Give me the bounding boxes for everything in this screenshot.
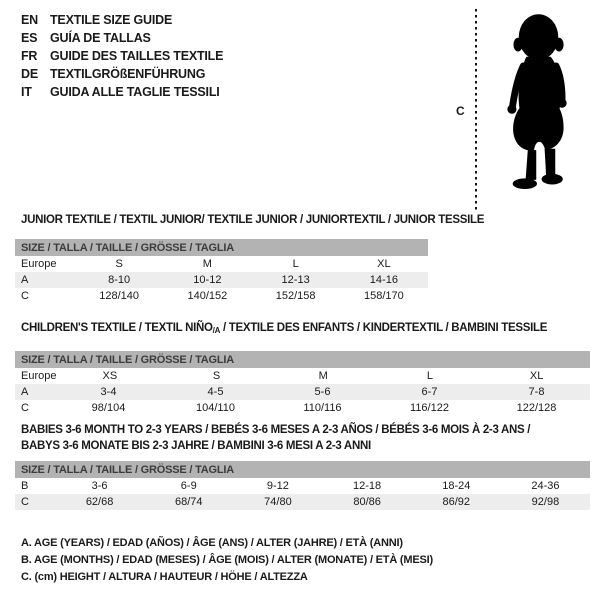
table-cell: 152/158 xyxy=(275,290,316,302)
table-cell: L xyxy=(426,370,433,382)
table-cell: 6-9 xyxy=(180,480,197,492)
table-cell: S xyxy=(115,258,123,270)
table-cell: 4-5 xyxy=(207,386,224,398)
table-cell: 128/140 xyxy=(99,290,139,302)
babies-section-title-line2: BABYS 3-6 MONATE BIS 2-3 JAHRE / BAMBINI 3-6 MESI A 2-3 ANNI xyxy=(21,440,371,452)
legend-height-cm: C. (cm) HEIGHT / ALTURA / HAUTEUR / HÖHE / ALTEZZA xyxy=(21,571,308,583)
children-size-table xyxy=(15,351,590,416)
table-cell: 80/86 xyxy=(353,496,381,508)
row-label: Europe xyxy=(21,258,57,270)
language-code: ES xyxy=(21,31,38,45)
language-row-de xyxy=(21,65,223,83)
children-title-pre: CHILDREN'S TEXTILE / TEXTIL NIÑO xyxy=(21,322,213,334)
table-cell: 98/104 xyxy=(91,402,126,414)
children-title-post: / TEXTILE DES ENFANTS / KINDERTEXTIL / BAMBINI TESSILE xyxy=(220,322,548,334)
table-cell: 116/122 xyxy=(410,402,449,414)
table-cell: M xyxy=(202,258,212,270)
table-cell: XS xyxy=(102,370,118,382)
babies-section-title-line1: BABIES 3-6 MONTH TO 2-3 YEARS / BEBÉS 3-6 MESES A 2-3 AÑOS / BÉBÉS 3-6 MOIS À 2-3 ANS / xyxy=(21,424,531,436)
table-cell: 10-12 xyxy=(193,274,222,286)
table-row xyxy=(15,384,590,400)
language-row-en xyxy=(21,11,223,29)
table-cell: 86/92 xyxy=(442,496,471,508)
table-cell: 7-8 xyxy=(528,386,545,398)
table-cell: 74/80 xyxy=(264,496,292,508)
children-table-rows xyxy=(15,368,590,416)
language-code: FR xyxy=(21,49,38,63)
language-title: TEXTILE SIZE GUIDE xyxy=(50,13,173,27)
table-cell: 14-16 xyxy=(369,274,398,286)
table-cell: L xyxy=(292,258,299,270)
table-cell: 8-10 xyxy=(108,274,131,286)
language-code: EN xyxy=(21,13,38,27)
table-cell: 140/152 xyxy=(187,290,228,302)
row-label: Europe xyxy=(21,370,57,382)
row-label: A xyxy=(21,386,29,398)
junior-size-table xyxy=(15,239,428,304)
language-list xyxy=(21,11,223,101)
language-title: GUÍA DE TALLAS xyxy=(50,31,151,45)
language-code: DE xyxy=(21,67,38,81)
table-row xyxy=(15,478,590,494)
table-cell: 122/128 xyxy=(516,402,557,414)
table-cell: 6-7 xyxy=(421,386,438,398)
table-row xyxy=(15,368,590,384)
table-cell: 9-12 xyxy=(266,480,289,492)
table-cell: 12-13 xyxy=(281,274,310,286)
language-row-fr xyxy=(21,47,223,65)
language-title: GUIDE DES TAILLES TEXTILE xyxy=(50,49,224,63)
language-row-es xyxy=(21,29,223,47)
children-title-subscript: /A xyxy=(212,326,221,335)
table-cell: 104/110 xyxy=(196,402,235,414)
babies-table-rows xyxy=(15,478,590,510)
row-label: C xyxy=(21,496,29,508)
language-title: GUIDA ALLE TAGLIE TESSILI xyxy=(50,85,220,99)
table-cell: S xyxy=(212,370,221,382)
table-cell: 3-4 xyxy=(100,386,117,398)
height-dotted-line xyxy=(475,9,477,212)
table-cell: 5-6 xyxy=(314,386,331,398)
table-cell: XL xyxy=(377,258,391,270)
table-cell: 3-6 xyxy=(91,480,108,492)
table-row xyxy=(15,494,590,510)
language-row-it xyxy=(21,83,223,101)
table-cell: 18-24 xyxy=(442,480,471,492)
legend-age-months: B. AGE (MONTHS) / EDAD (MESES) / ÂGE (MOIS) / ALTER (MONATE) / ETÀ (MESI) xyxy=(21,554,433,566)
table-cell: 158/170 xyxy=(363,290,404,302)
size-header-band: SIZE / TALLA / TAILLE / GRÖSSE / TAGLIA xyxy=(15,239,428,256)
language-title: TEXTILGRÖßENFÜHRUNG xyxy=(50,67,206,81)
row-label: B xyxy=(21,480,29,492)
language-code: IT xyxy=(21,85,32,99)
size-header-band: SIZE / TALLA / TAILLE / GRÖSSE / TAGLIA xyxy=(15,461,590,478)
table-cell: 92/98 xyxy=(531,496,560,508)
junior-table-rows xyxy=(15,256,428,304)
row-label: C xyxy=(21,290,29,302)
legend-age-years: A. AGE (YEARS) / EDAD (AÑOS) / ÂGE (ANS) / ALTER (JAHRE) / ETÀ (ANNI) xyxy=(21,537,403,549)
height-measure-label: C xyxy=(456,104,465,118)
table-row xyxy=(15,288,428,304)
table-cell: 62/68 xyxy=(85,496,114,508)
babies-size-table xyxy=(15,461,590,510)
children-section-title xyxy=(21,322,547,335)
table-cell: 68/74 xyxy=(174,496,203,508)
table-row xyxy=(15,400,590,416)
size-header-band: SIZE / TALLA / TAILLE / GRÖSSE / TAGLIA xyxy=(15,351,590,368)
table-row xyxy=(15,256,428,272)
table-row xyxy=(15,272,428,288)
junior-section-title: JUNIOR TEXTILE / TEXTIL JUNIOR/ TEXTILE JUNIOR / JUNIORTEXTIL / JUNIOR TESSILE xyxy=(21,214,485,226)
baby-silhouette-icon xyxy=(499,9,575,211)
row-label: C xyxy=(21,402,29,414)
table-cell: 110/116 xyxy=(303,402,342,414)
table-cell: 12-18 xyxy=(353,480,382,492)
row-label: A xyxy=(21,274,29,286)
table-cell: XL xyxy=(529,370,544,382)
table-cell: 24-36 xyxy=(531,480,560,492)
table-cell: M xyxy=(318,370,328,382)
